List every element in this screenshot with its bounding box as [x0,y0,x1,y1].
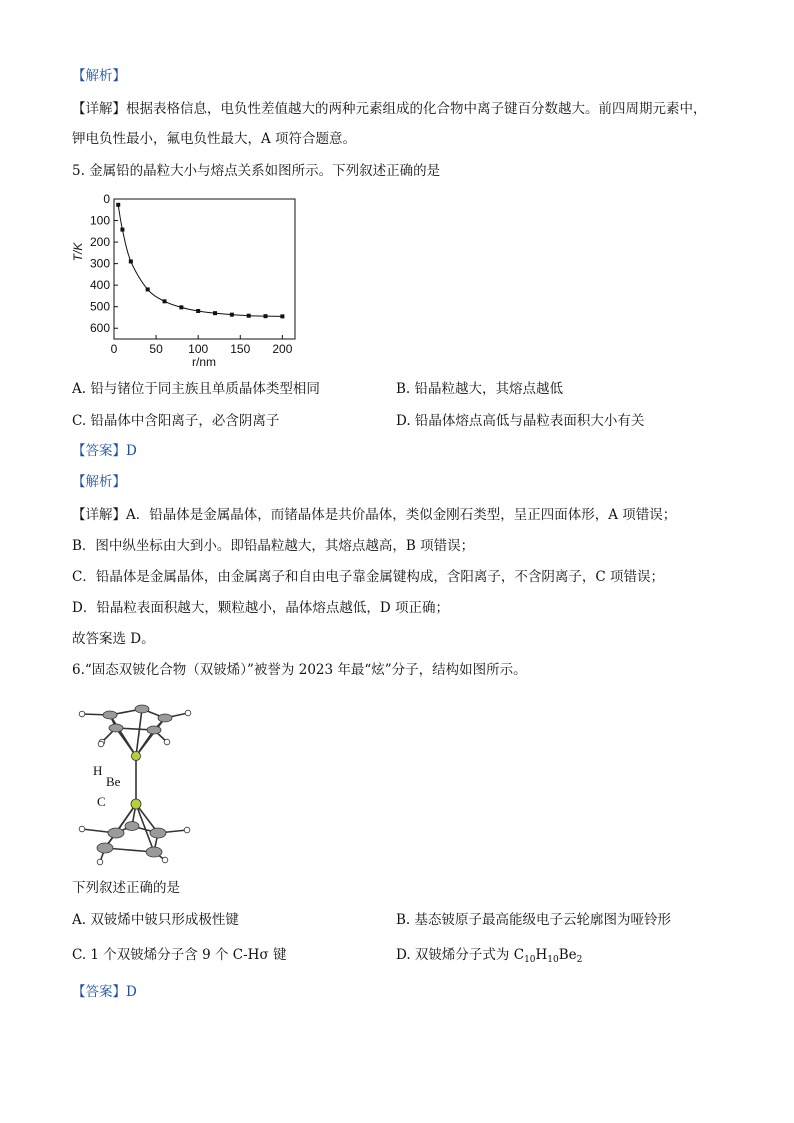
plot-frame [114,199,295,339]
formula-subscript: 10 [547,955,559,965]
label-be: Be [106,774,121,789]
q5-conclusion: 故答案选 D。 [72,631,155,647]
q5-option-d: D. 铅晶体熔点高低与晶粒表面积大小有关 [396,413,645,429]
x-tick-label: 0 [110,342,118,356]
beryllocene-structure-image [70,700,200,868]
y-tick-label: 100 [89,213,110,228]
q5-jiexi-label: 【解析】 [72,474,126,490]
melting-point-chart [70,188,310,373]
formula-element-h: H [535,947,548,963]
q6-option-b: B. 基态铍原子最高能级电子云轮廓图为哑铃形 [396,912,672,928]
q6-option-d [396,946,582,969]
data-point [264,314,268,318]
q5-stem: 5. 金属铅的晶粒大小与熔点关系如图所示。下列叙述正确的是 [72,163,441,179]
y-tick-label: 500 [89,299,110,314]
q5-option-a: A. 铅与锗位于同主族且单质晶体类型相同 [72,381,320,397]
data-point [120,228,124,232]
data-point [146,287,150,291]
data-points [116,203,284,319]
data-point [213,311,217,315]
x-tick-label: 150 [230,342,251,356]
y-tick-label: 400 [89,278,110,293]
data-point [280,314,284,318]
y-tick-label: 200 [89,235,110,250]
y-tick-label: 300 [89,256,110,271]
q5-explain-d: D．铅晶粒表面积越大，颗粒越小，晶体熔点越低，D 项正确； [72,600,449,616]
q4-detail-line-2: 钾电负性最小，氟电负性最大，A 项符合题意。 [72,131,357,147]
q5-option-b: B. 铅晶粒越大，其熔点越低 [396,381,564,397]
q5-explain-a: 【详解】A．铅晶体是金属晶体，而锗晶体是共价晶体，类似金刚石类型，呈正四面体形，A 项错误； [72,507,677,523]
data-point [163,299,167,303]
q4-jiexi-label: 【解析】 [72,68,126,84]
q6-formula [514,947,583,963]
data-point [230,313,234,317]
data-point [196,309,200,313]
q6-option-a: A. 双铍烯中铍只形成极性键 [72,912,239,928]
q5-option-c: C. 铅晶体中含阳离子，必含阴离子 [72,413,280,429]
h-atom [98,741,104,747]
formula-subscript: 2 [576,955,583,965]
q5-answer: 【答案】D [72,443,137,459]
label-c: C [97,794,106,809]
q6-answer: 【答案】D [72,984,137,1000]
q6-option-d-text: D. 双铍烯分子式为 [396,947,514,963]
formula-element-be: Be [558,947,577,963]
x-axis-ticks [111,335,293,356]
q6-stem: 6.“固态双铍化合物（双铍烯）”被誉为 2023 年最“炫”分子，结构如图所示。 [72,662,527,678]
formula-subscript: 10 [524,955,536,965]
label-h: H [93,763,103,778]
data-point [179,305,183,309]
data-point [129,259,133,263]
y-tick-label: 600 [89,321,110,336]
bottom-ring [82,804,187,862]
x-tick-label: 200 [272,342,293,356]
y-tick-label: 0 [103,192,110,206]
q5-explain-b: B．图中纵坐标由大到小。即铅晶粒越大，其熔点越高，B 项错误； [72,538,475,554]
x-tick-label: 100 [188,342,209,356]
q5-explain-c: C．铅晶体是金属晶体，由金属离子和自由电子靠金属键构成，含阳离子，不含阴离子，C 项错误； [72,569,664,585]
x-tick-label: 50 [149,342,163,356]
data-point [116,203,120,207]
data-curve [118,205,282,317]
top-ring-atoms [79,705,191,761]
q4-detail-line-1: 【详解】根据表格信息，电负性差值越大的两种元素组成的化合物中离子键百分数越大。前四周期元素中， [72,101,707,117]
q6-option-c: C. 1 个双铍烯分子含 9 个 C-Hσ 键 [72,947,287,963]
x-axis-label: r/nm [192,355,216,369]
data-point [247,314,251,318]
formula-element-c: C [513,947,525,963]
q6-prompt: 下列叙述正确的是 [72,880,180,896]
y-axis-label: T/K [71,242,85,262]
